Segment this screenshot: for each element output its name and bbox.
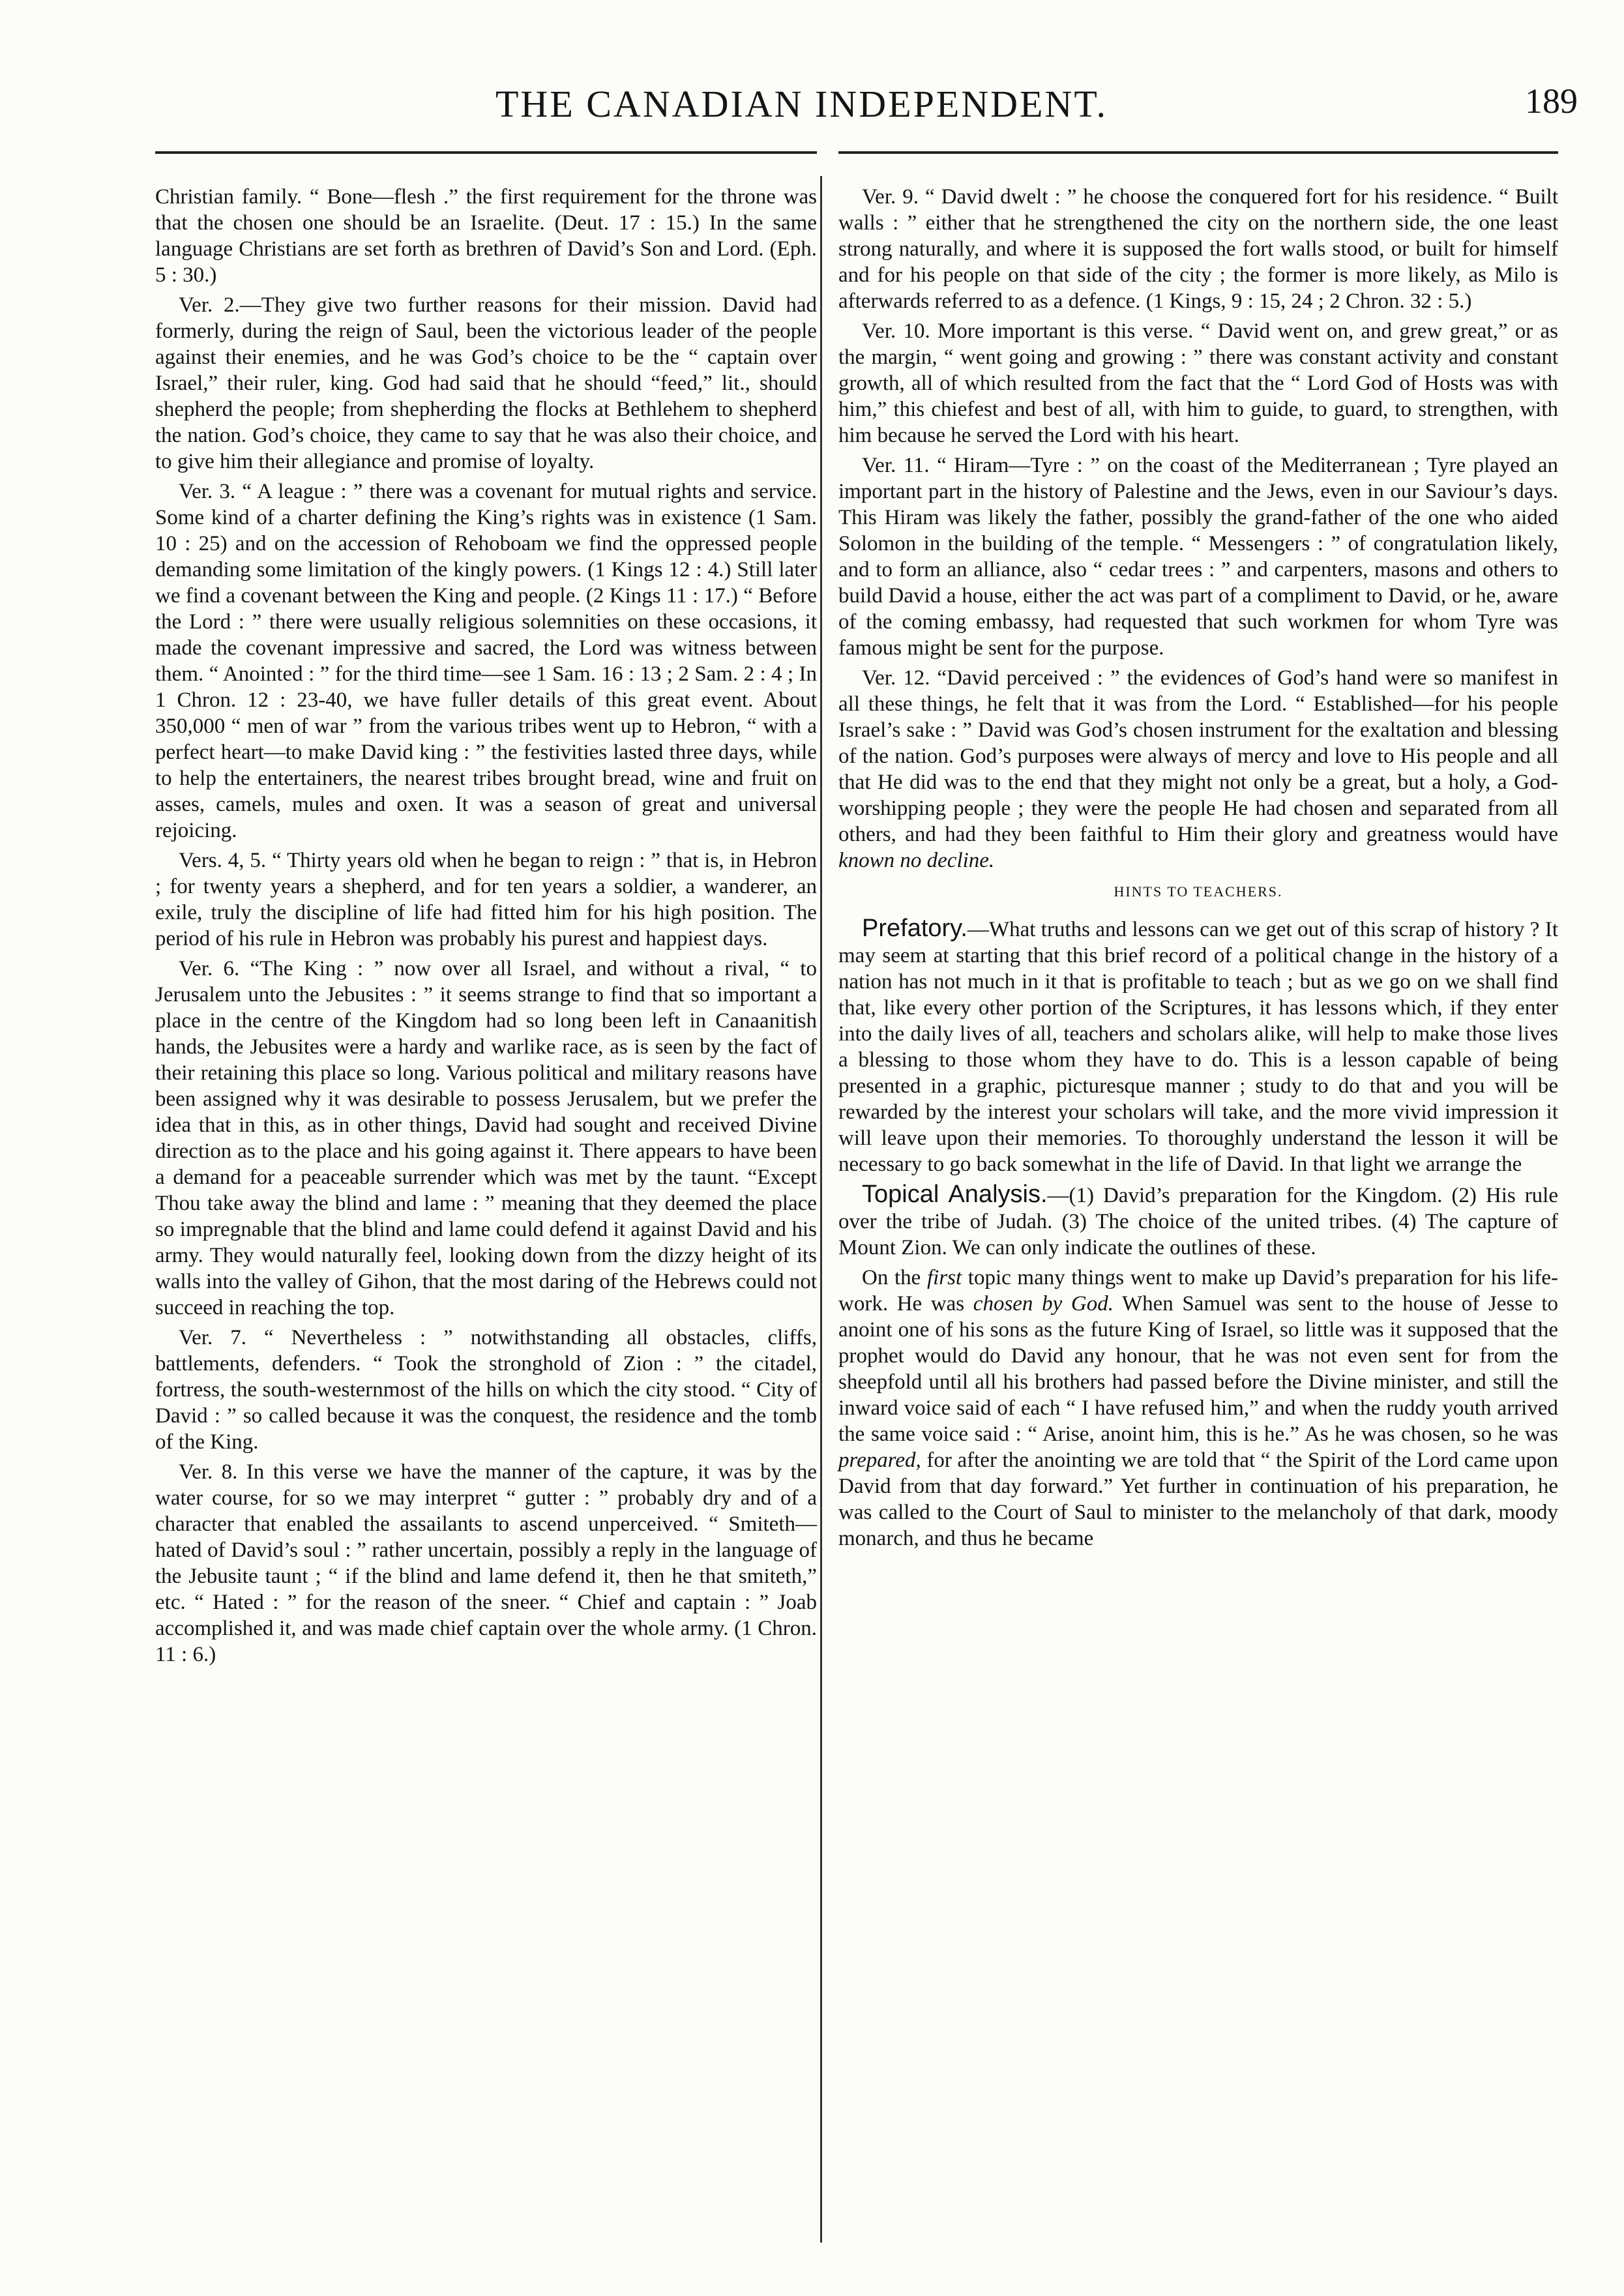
italic-text: prepared,: [838, 1449, 921, 1472]
paragraph: Ver. 9. “ David dwelt : ” he choose the conquered fort for his residence. “ Built walls : ” either that he strengthened the city on the northern side, the one least strong naturally, and where it is supposed the fort walls stood, or built for himself and for his people on that side of the city ; the former is more likely, as Milo is afterwards referred to as a defence. (1 Kings, 9 : 15, 24 ; 2 Chron. 32 : 5.): [838, 185, 1558, 313]
paragraph: Vers. 4, 5. “ Thirty years old when he began to reign : ” that is, in Hebron ; for twenty years a shepherd, and for ten years a soldier, a wanderer, an exile, truly the discipline of life had fitted him for his high position. The period of his rule in Hebron was probably his purest and happiest days.: [155, 849, 817, 950]
paragraph: Ver. 11. “ Hiram—Tyre : ” on the coast of the Mediterranean ; Tyre played an important part in the history of Palestine and the Jews, even in our Saviour’s days. This Hiram was likely the father, possibly the grand-father of the one who aided Solomon in the building of the temple. “ Messengers : ” of congratulation likely, and to form an alliance, also “ cedar trees : ” and carpenters, masons and others to build David a house, either the act was part of a compliment to David, or he, aware of the coming embassy, had requested that such workmen for whom Tyre was famous might be sent for the purpose.: [838, 454, 1558, 660]
paragraph: Ver. 10. More important is this verse. “ David went on, and grew great,” or as the margin, “ went going and growing : ” there was constant activity and constant growth, all of which resulted from the fact that the “ Lord God of Hosts was with him,” this chiefest and best of all, with him to guide, to guard, to strengthen, with him because he served the Lord with his heart.: [838, 319, 1558, 447]
header-rule-right: [838, 151, 1558, 154]
journal-title: THE CANADIAN INDEPENDENT.: [495, 83, 1108, 125]
left-column: [155, 184, 817, 1671]
paragraph-text: —What truths and lessons can we get out of this scrap of history ? It may seem at starting that this brief record of a political change in the history of a nation has not much in it that is profitable to teach ; but as we go on we shall find that, like every other portion of the Scriptures, it has lessons which, if they enter into the daily lives of all, teachers and scholars alike, will help to make those lives a blessing to those whom they have to do. This is a lesson capable of being presented in a graphic, picturesque manner ; study to do that and you will be rewarded by the interest your scholars will take, and the more vivid impression it will leave upon their memories. To thoroughly understand the lesson it will be necessary to go back somewhat in the life of David. In that light we arrange the: [838, 918, 1558, 1176]
lead-word: Topical Analysis.: [862, 1181, 1048, 1208]
paragraph: Ver. 3. “ A league : ” there was a covenant for mutual rights and service. Some kind of a charter defining the King’s rights was in existence (1 Sam. 10 : 25) and on the accession of Rehoboam we find the oppressed people demanding some limitation of the kingly powers. (1 Kings 12 : 4.) Still later we find a covenant between the King and people. (2 Kings 11 : 17.) “ Before the Lord : ” there were usually religious solemnities on these occasions, it made the covenant impressive and sacred, the Lord was witness between them. “ Anointed : ” for the third time—see 1 Sam. 16 : 13 ; 2 Sam. 2 : 4 ; In 1 Chron. 12 : 23-40, we have fuller details of this great event. About 350,000 “ men of war ” from the various tribes went up to Hebron, “ with a perfect heart—to make David king : ” the festivities lasted three days, while to help the entertainers, the nearest tribes brought bread, wine and fruit on asses, camels, mules and oxen. It was a season of great and universal rejoicing.: [155, 480, 817, 842]
page-header: [78, 73, 1578, 132]
paragraph: Ver. 6. “The King : ” now over all Israel, and without a rival, “ to Jerusalem unto the Jebusites : ” it seems strange to find that so important a place in the centre of the Kingdom had so long been left in Canaanitish hands, the Jebusites were a hardy and warlike race, as is seen by the fact of their retaining this place so long. Various political and military reasons have been assigned why it was desirable to possess Jerusalem, but we prefer the idea that in this, as in other things, David had sought and received Divine direction as to the place and his going against it. There appears to have been a demand for a peaceable surrender which was met by the taunt. “Except Thou take away the blind and lame : ” meaning that they deemed the place so impregnable that the blind and lame could defend it against David and his army. They would naturally feel, looking down from the dizzy height of its walls into the valley of Gihon, that the most daring of the Hebrews could not succeed in reaching the top.: [155, 957, 817, 1319]
paragraph-text: When Samuel was sent to the house of Jesse to anoint one of his sons as the future King of Israel, so little was it supposed that the prophet would do David any honour, that he was not even sent for from the sheepfold until all his brothers had passed before the Divine minister, and still the inward voice said of each “ I have refused him,” and when the ruddy youth arrived the same voice said : “ Arise, anoint him, this is he.” As he was chosen, so he was: [838, 1292, 1558, 1446]
paragraph: Ver. 8. In this verse we have the manner of the capture, it was by the water course, for so we may interpret “ gutter : ” probably dry and of a character that enabled the assailants to ascend unperceived. “ Smiteth—hated of David’s soul : ” rather uncertain, possibly a reply in the language of the Jebusite taunt ; “ if the blind and lame defend it, then he that smiteth,” etc. “ Hated : ” for the reason of the sneer. “ Chief and captain : ” Joab accomplished it, and was made chief captain over the whole army. (1 Chron. 11 : 6.): [155, 1460, 817, 1666]
paragraph: Ver. 2.—They give two further reasons for their mission. David had formerly, during the reign of Saul, been the victorious leader of the people against their enemies, and he was God’s choice to be the “ captain over Israel,” their ruler, king. God had said that he should “feed,” lit., should shepherd the people; from shepherding the flocks at Bethlehem to shepherd the nation. God’s choice, they came to say that he was also their choice, and to give him their allegiance and promise of loyalty.: [155, 293, 817, 473]
paragraph: Ver. 7. “ Nevertheless : ” notwithstanding all obstacles, cliffs, battlements, defenders. “ Took the stronghold of Zion : ” the citadel, fortress, the south-westernmost of the hills on which the city stood. “ City of David : ” so called because it was the conquest, the residence and the tomb of the King.: [155, 1326, 817, 1454]
column-divider: [820, 176, 822, 2243]
paragraph: Christian family. “ Bone—flesh .” the first requirement for the throne was that the chosen one should be an Israelite. (Deut. 17 : 15.) In the same language Christians are set forth as brethren of David’s Son and Lord. (Eph. 5 : 30.): [155, 185, 817, 287]
paragraph-text: —(1) David’s preparation for the Kingdom. (2) His rule over the tribe of Judah. (3) The choice of the united tribes. (4) The capture of Mount Zion. We can only indicate the outlines of these.: [838, 1184, 1558, 1259]
page-number: 189: [1525, 81, 1578, 121]
italic-text: known no decline.: [838, 849, 995, 872]
italic-text: first: [926, 1266, 962, 1289]
paragraph-text: On the: [862, 1266, 927, 1289]
paragraph-text: Ver. 12. “David perceived : ” the evidences of God’s hand were so manifest in all these things, he felt that it was from the Lord. “ Established—for his people Israel’s sake : ” David was God’s chosen instrument for the exaltation and blessing of the nation. God’s purposes were always of mercy and love to His people and all that He did was to the end that they might not only be a great, but a holy, a God-worshipping people ; they were the people He had chosen and separated from all others, and had they been faithful to Him their glory and greatness would have: [838, 666, 1558, 846]
paragraph-text: for after the anointing we are told that “ the Spirit of the Lord came upon David from that day forward.” Yet further in continuation of his preparation, he was called to the Court of Saul to minister to the melancholy of that dark, moody monarch, and thus he became: [838, 1449, 1558, 1550]
right-column: [838, 184, 1558, 1555]
paragraph: [838, 1181, 1558, 1261]
lead-word: Prefatory.: [862, 915, 967, 942]
header-rule-left: [155, 151, 817, 154]
paragraph-text: topic many things went to make up David’s preparation for his life-work. He was: [838, 1266, 1558, 1316]
paragraph: [838, 1265, 1558, 1552]
section-heading: HINTS TO TEACHERS.: [1114, 883, 1283, 900]
paragraph: [838, 665, 1558, 874]
paragraph: [838, 915, 1558, 1177]
italic-text: chosen by God.: [973, 1292, 1114, 1316]
